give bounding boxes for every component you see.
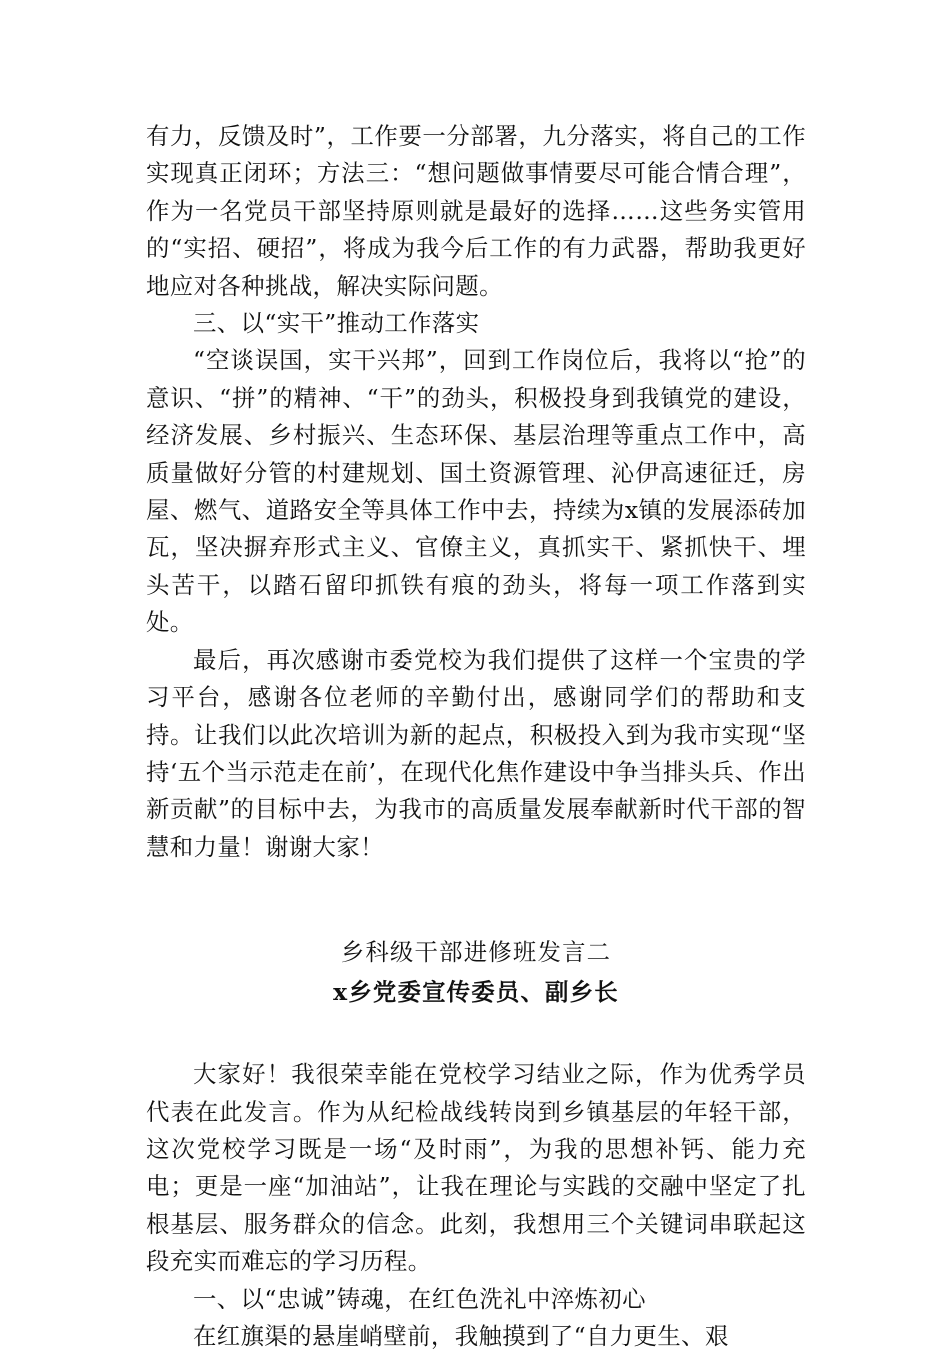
- speaker-subtitle: x乡党委宣传委员、副乡长: [333, 978, 619, 1007]
- section-heading-1: 一、以“忠诚”铸魂，在红色洗礼中淬炼初心: [193, 1284, 646, 1313]
- closing-paragraph: 最后，再次感谢市委党校为我们提供了这样一个宝贵的学习平台，感谢各位老师的辛勤付出，感谢同学们的帮助和支持。让我们以此次培训为新的起点，积极投入到为我市实现“坚持‘五个当示范走在前’，在现代化焦作建设中争当排头兵、作出新贡献”的目标中去，为我市的高质量发展奉献新时代干部的智慧和力量！谢谢大家！: [146, 645, 806, 861]
- intro-paragraph: 大家好！我很荣幸能在党校学习结业之际，作为优秀学员代表在此发言。作为从纪检战线转岗到乡镇基层的年轻干部，这次党校学习既是一场“及时雨”，为我的思想补钙、能力充电；更是一座“加油站”，让我在理论与实践的交融中坚定了扎根基层、服务群众的信念。此刻，我想用三个关键词串联起这段充实而难忘的学习历程。: [146, 1060, 806, 1276]
- speech-title-block: [146, 932, 806, 1012]
- speech-title: 乡科级干部进修班发言二: [340, 938, 612, 967]
- document-page: [146, 118, 806, 1355]
- section-heading-3: 三、以“实干”推动工作落实: [193, 309, 480, 338]
- red-flag-paragraph: 在红旗渠的悬崖峭壁前，我触摸到了“自力更生、艰: [193, 1321, 729, 1350]
- action-paragraph: “空谈误国，实干兴邦”，回到工作岗位后，我将以“抢”的意识、“拼”的精神、“干”的劲头，积极投身到我镇党的建设，经济发展、乡村振兴、生态环保、基层治理等重点工作中，高质量做好分管的村建规划、国土资源管理、沁伊高速征迁，房屋、燃气、道路安全等具体工作中去，持续为x镇的发展添砖加瓦，坚决摒弃形式主义、官僚主义，真抓实干、紧抓快干、埋头苦干，以踏石留印抓铁有痕的劲头，将每一项工作落到实处。: [146, 346, 806, 637]
- continuation-paragraph: 有力，反馈及时”，工作要一分部署，九分落实，将自己的工作实现真正闭环；方法三：“想问题做事情要尽可能合情合理”，作为一名党员干部坚持原则就是最好的选择……这些务实管用的“实招、硬招”，将成为我今后工作的有力武器，帮助我更好地应对各种挑战，解决实际问题。: [146, 122, 806, 300]
